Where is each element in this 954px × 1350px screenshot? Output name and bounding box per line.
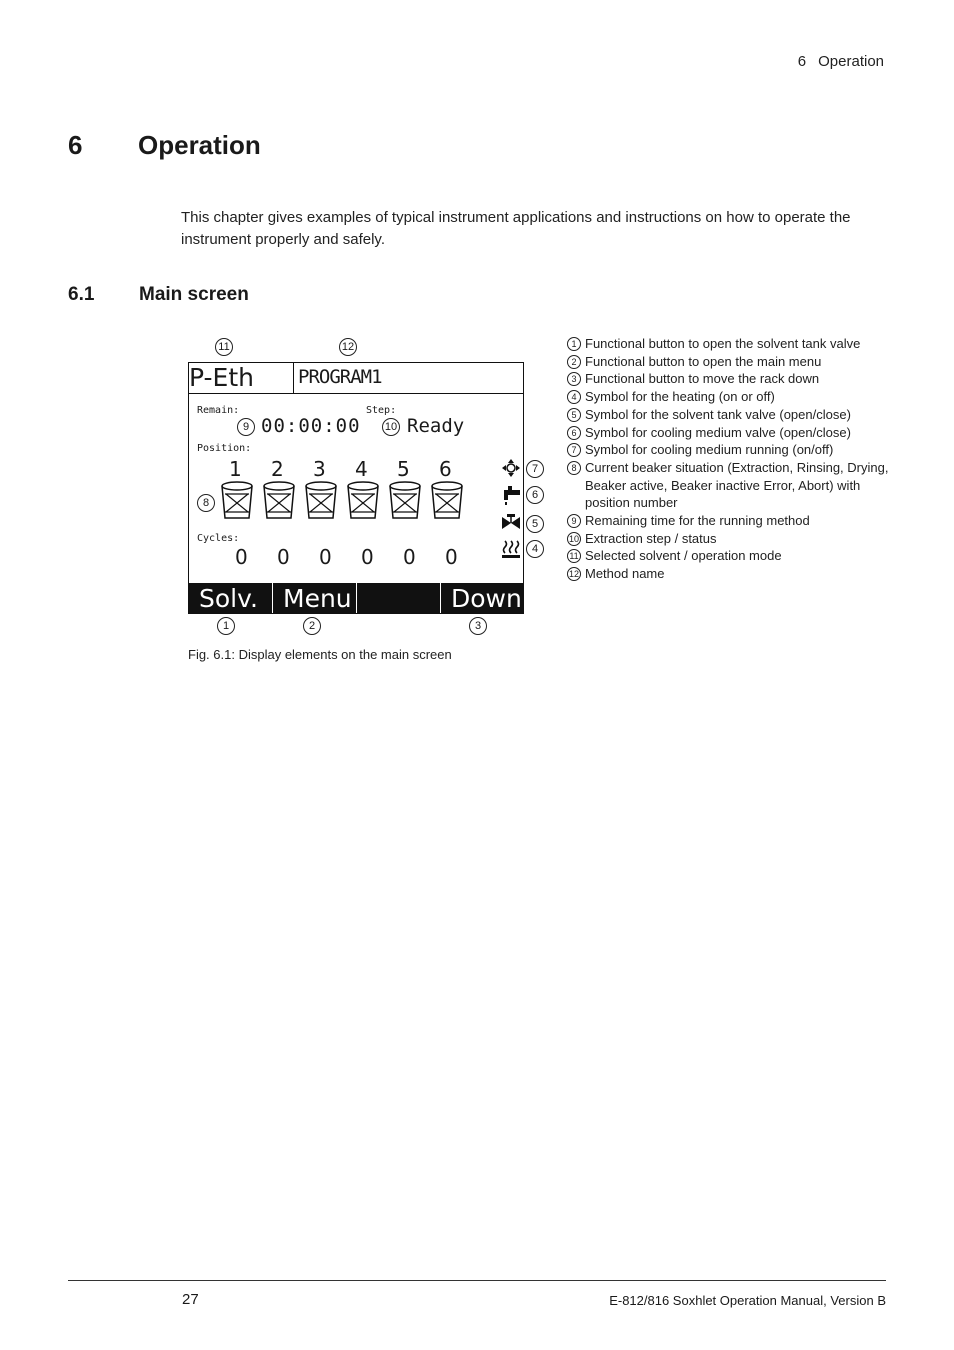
cycle-count: 0 [235,545,248,569]
cooling-running-icon [500,457,522,479]
solvent-label: P-Eth [189,363,254,392]
remain-label: Remain: [197,405,240,416]
legend-number: 1 [567,337,581,351]
softkey-bar [189,583,523,613]
position-number: 1 [229,457,242,481]
legend-number: 2 [567,355,581,369]
legend-item [567,459,897,512]
blank-softkey[interactable] [357,583,441,613]
position-number: 4 [355,457,368,481]
legend-item [567,353,897,371]
callout-11: 11 [215,338,233,356]
cooling-valve-icon [500,484,522,506]
cycle-count: 0 [319,545,332,569]
legend-number: 8 [567,461,581,475]
program-name: PROGRAM1 [298,366,382,388]
legend-text: Symbol for cooling medium valve (open/close) [585,424,851,440]
position-number: 6 [439,457,452,481]
legend-number: 10 [568,533,579,544]
beaker-icon [387,480,423,522]
main-screen-figure [185,333,555,643]
callout-3: 3 [469,617,487,635]
figure-legend [567,335,897,583]
heating-icon [500,538,522,560]
legend-number: 9 [567,514,581,528]
callout-4: 4 [526,540,544,558]
legend-item [567,565,897,583]
position-number: 2 [271,457,284,481]
legend-text: Functional button to open the main menu [585,353,822,369]
legend-item [567,441,897,459]
chapter-title: Operation [138,130,261,160]
cycle-count: 0 [445,545,458,569]
intro-paragraph: This chapter gives examples of typical instrument applications and instructions on how to operate the instrument properly and safely. [181,209,851,248]
footer-divider [68,1280,886,1281]
callout-9: 9 [237,418,255,436]
running-head-title: Operation [818,53,884,70]
cycles-label: Cycles: [197,533,240,544]
legend-item [567,547,897,565]
legend-text: Symbol for the solvent tank valve (open/close) [585,406,851,422]
cycle-count: 0 [277,545,290,569]
legend-number: 4 [567,390,581,404]
cycle-count: 0 [403,545,416,569]
legend-text: Selected solvent / operation mode [585,548,782,564]
remaining-time: 00:00:00 [261,415,361,437]
legend-text: Extraction step / status [585,530,717,546]
callout-8: 8 [197,494,215,512]
legend-item [567,406,897,424]
legend-number: 6 [567,426,581,440]
beaker-icon [303,480,339,522]
beaker-icon [345,480,381,522]
beaker-icon [429,480,465,522]
section-title: Main screen [139,284,249,305]
legend-text: Method name [585,566,665,582]
solvent-valve-icon [500,512,522,534]
position-number: 5 [397,457,410,481]
beaker-icon [219,480,255,522]
callout-2: 2 [303,617,321,635]
cycle-count: 0 [361,545,374,569]
solvent-softkey[interactable]: Solv. [189,583,273,613]
step-status: Ready [407,415,465,437]
legend-text: Symbol for the heating (on or off) [585,389,775,405]
running-head [786,53,884,70]
program-box [293,363,523,393]
section-number: 6.1 [68,284,95,305]
legend-text: Functional button to move the rack down [585,371,820,387]
callout-1: 1 [217,617,235,635]
menu-softkey[interactable]: Menu [273,583,357,613]
legend-text: Functional button to open the solvent tank valve [585,336,861,351]
callout-12: 12 [339,338,357,356]
down-softkey[interactable]: Down [451,584,522,613]
legend-number: 11 [567,549,581,563]
legend-item [567,335,897,353]
figure-caption: Fig. 6.1: Display elements on the main screen [188,647,452,662]
page-number: 27 [182,1291,199,1308]
callout-10: 10 [382,418,400,436]
running-head-chapter: 6 [797,53,807,70]
legend-text: Current beaker situation (Extraction, Rinsing, Drying, Beaker active, Beaker inactive Error, Abort) with position number [585,459,889,511]
legend-number: 7 [567,443,581,457]
callout-5: 5 [526,515,544,533]
legend-item [567,512,897,530]
legend-number: 12 [568,569,579,580]
legend-text: Symbol for cooling medium running (on/off) [585,442,834,458]
legend-item [567,370,897,388]
callout-7: 7 [526,460,544,478]
legend-item [567,530,897,548]
chapter-number: 6 [68,130,83,160]
legend-text: Remaining time for the running method [585,513,810,529]
document-title: E-812/816 Soxhlet Operation Manual, Version B [609,1293,886,1308]
instrument-display [188,362,524,614]
legend-number: 5 [567,408,581,422]
position-label: Position: [197,443,252,454]
legend-item [567,424,897,442]
callout-6: 6 [526,486,544,504]
legend-number: 3 [567,372,581,386]
beaker-icon [261,480,297,522]
position-number: 3 [313,457,326,481]
display-header [189,363,523,394]
step-label: Step: [366,405,397,416]
legend-item [567,388,897,406]
